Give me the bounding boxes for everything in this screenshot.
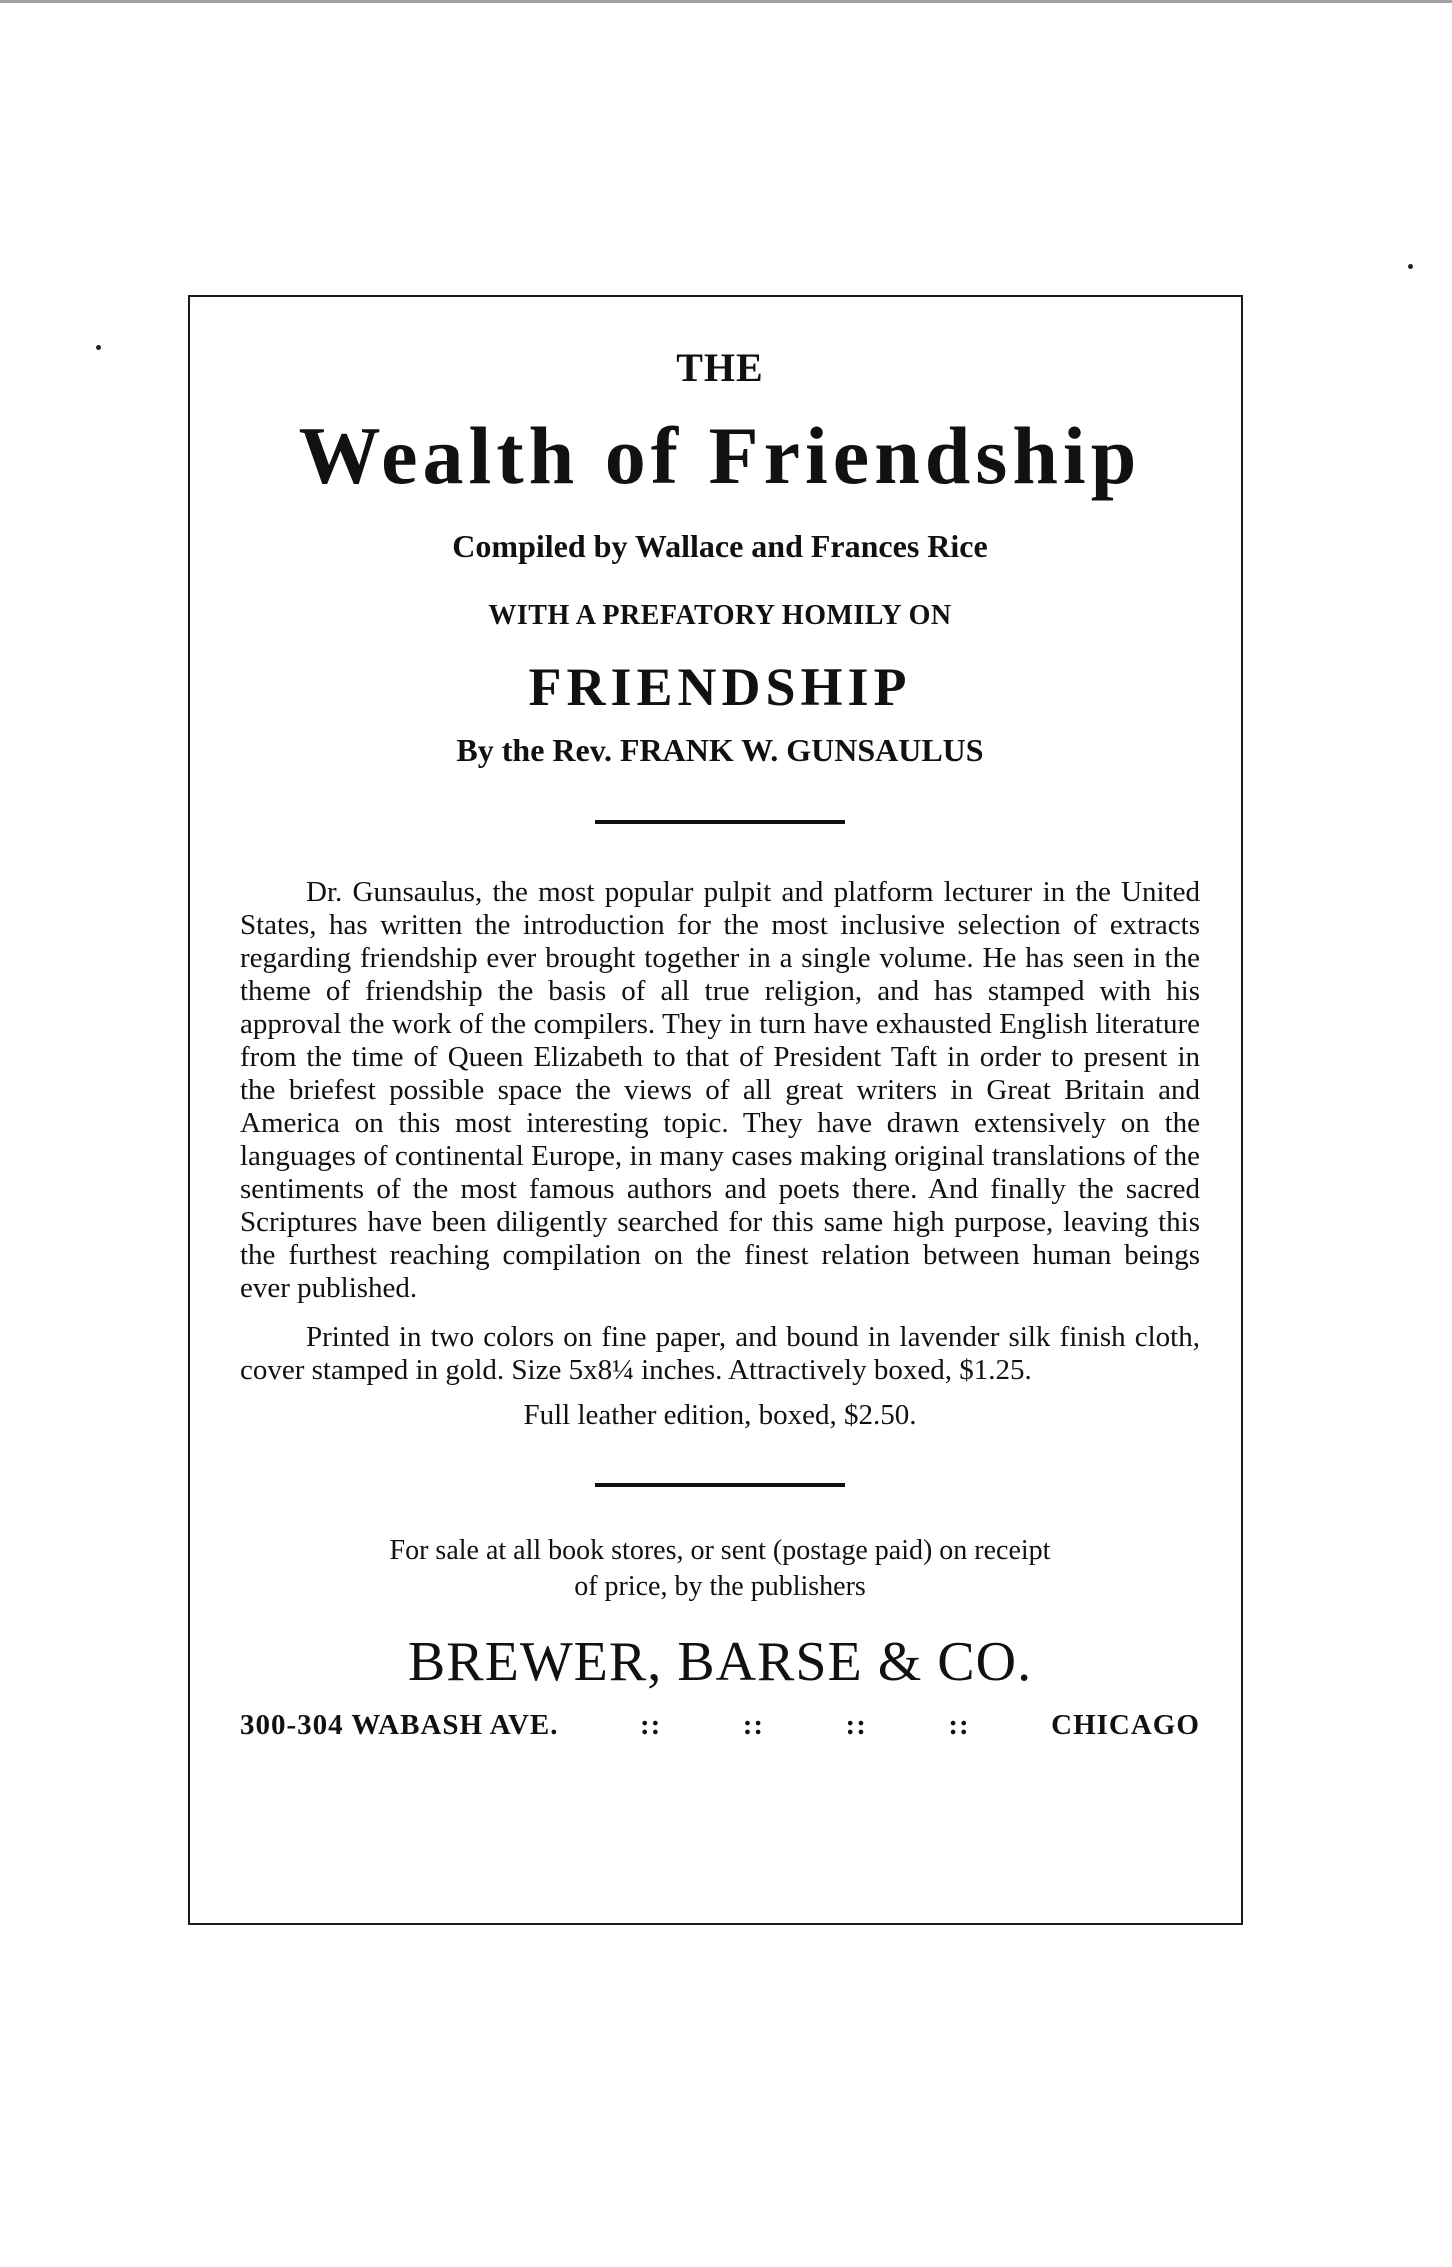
sale-notice-line: For sale at all book stores, or sent (postage paid) on receipt — [389, 1535, 1051, 1566]
binding-price-paragraph: Printed in two colors on fine paper, and bound in lavender silk finish cloth, cover stamped in gold. Size 5x8¼ inches. Attractively boxed, $1.25. — [240, 1321, 1200, 1386]
advertisement — [240, 340, 1200, 1745]
separator: :: — [742, 1709, 765, 1741]
publisher-name: BREWER, BARSE & CO. — [407, 1631, 1033, 1693]
book-title: Wealth of Friendship — [298, 410, 1142, 501]
prefatory-line: WITH A PREFATORY HOMILY ON — [488, 600, 952, 631]
sale-notice-line: of price, by the publishers — [574, 1571, 866, 1602]
divider-rule — [595, 1483, 845, 1487]
page-top-edge — [0, 0, 1452, 3]
title-article: THE — [676, 345, 764, 390]
street-address: 300-304 WABASH AVE. — [240, 1709, 559, 1741]
author-byline: By the Rev. FRANK W. GUNSAULUS — [456, 732, 984, 768]
leather-edition-line: Full leather edition, boxed, $2.50. — [523, 1399, 917, 1431]
print-speck — [1408, 264, 1413, 269]
separator: :: — [845, 1709, 867, 1741]
description-paragraph: Dr. Gunsaulus, the most popular pulpit and platform lecturer in the United States, has written the introduction for the most inclusive selection of extracts regarding friendship ever brought together in a single volume. He has seen in the theme of friendship the basis of all true religion, and has stamped with his approval the work of the compilers. They in turn have exhausted English literature from the time of Queen Elizabeth to that of President Taft in order to present in the briefest possible space the views of all great writers in Great Britain and America on this most interesting topic. They have drawn extensively on the languages of continental Europe, in many cases making original translations of the sentiments of the most famous authors and poets there. And finally the sacred Scriptures have been diligently searched for this same high purpose, leaving this the furthest reaching compilation on the finest relation between human beings ever published. — [240, 876, 1200, 1304]
separator: :: — [639, 1709, 662, 1741]
publisher-address — [240, 1705, 1200, 1745]
divider-rule — [595, 820, 845, 824]
homily-subject: FRIENDSHIP — [528, 657, 912, 717]
print-speck — [96, 345, 101, 350]
sale-notice — [240, 1533, 1200, 1605]
separator: :: — [948, 1709, 970, 1741]
compilers-line: Compiled by Wallace and Frances Rice — [452, 528, 988, 564]
city: CHICAGO — [1051, 1709, 1200, 1741]
